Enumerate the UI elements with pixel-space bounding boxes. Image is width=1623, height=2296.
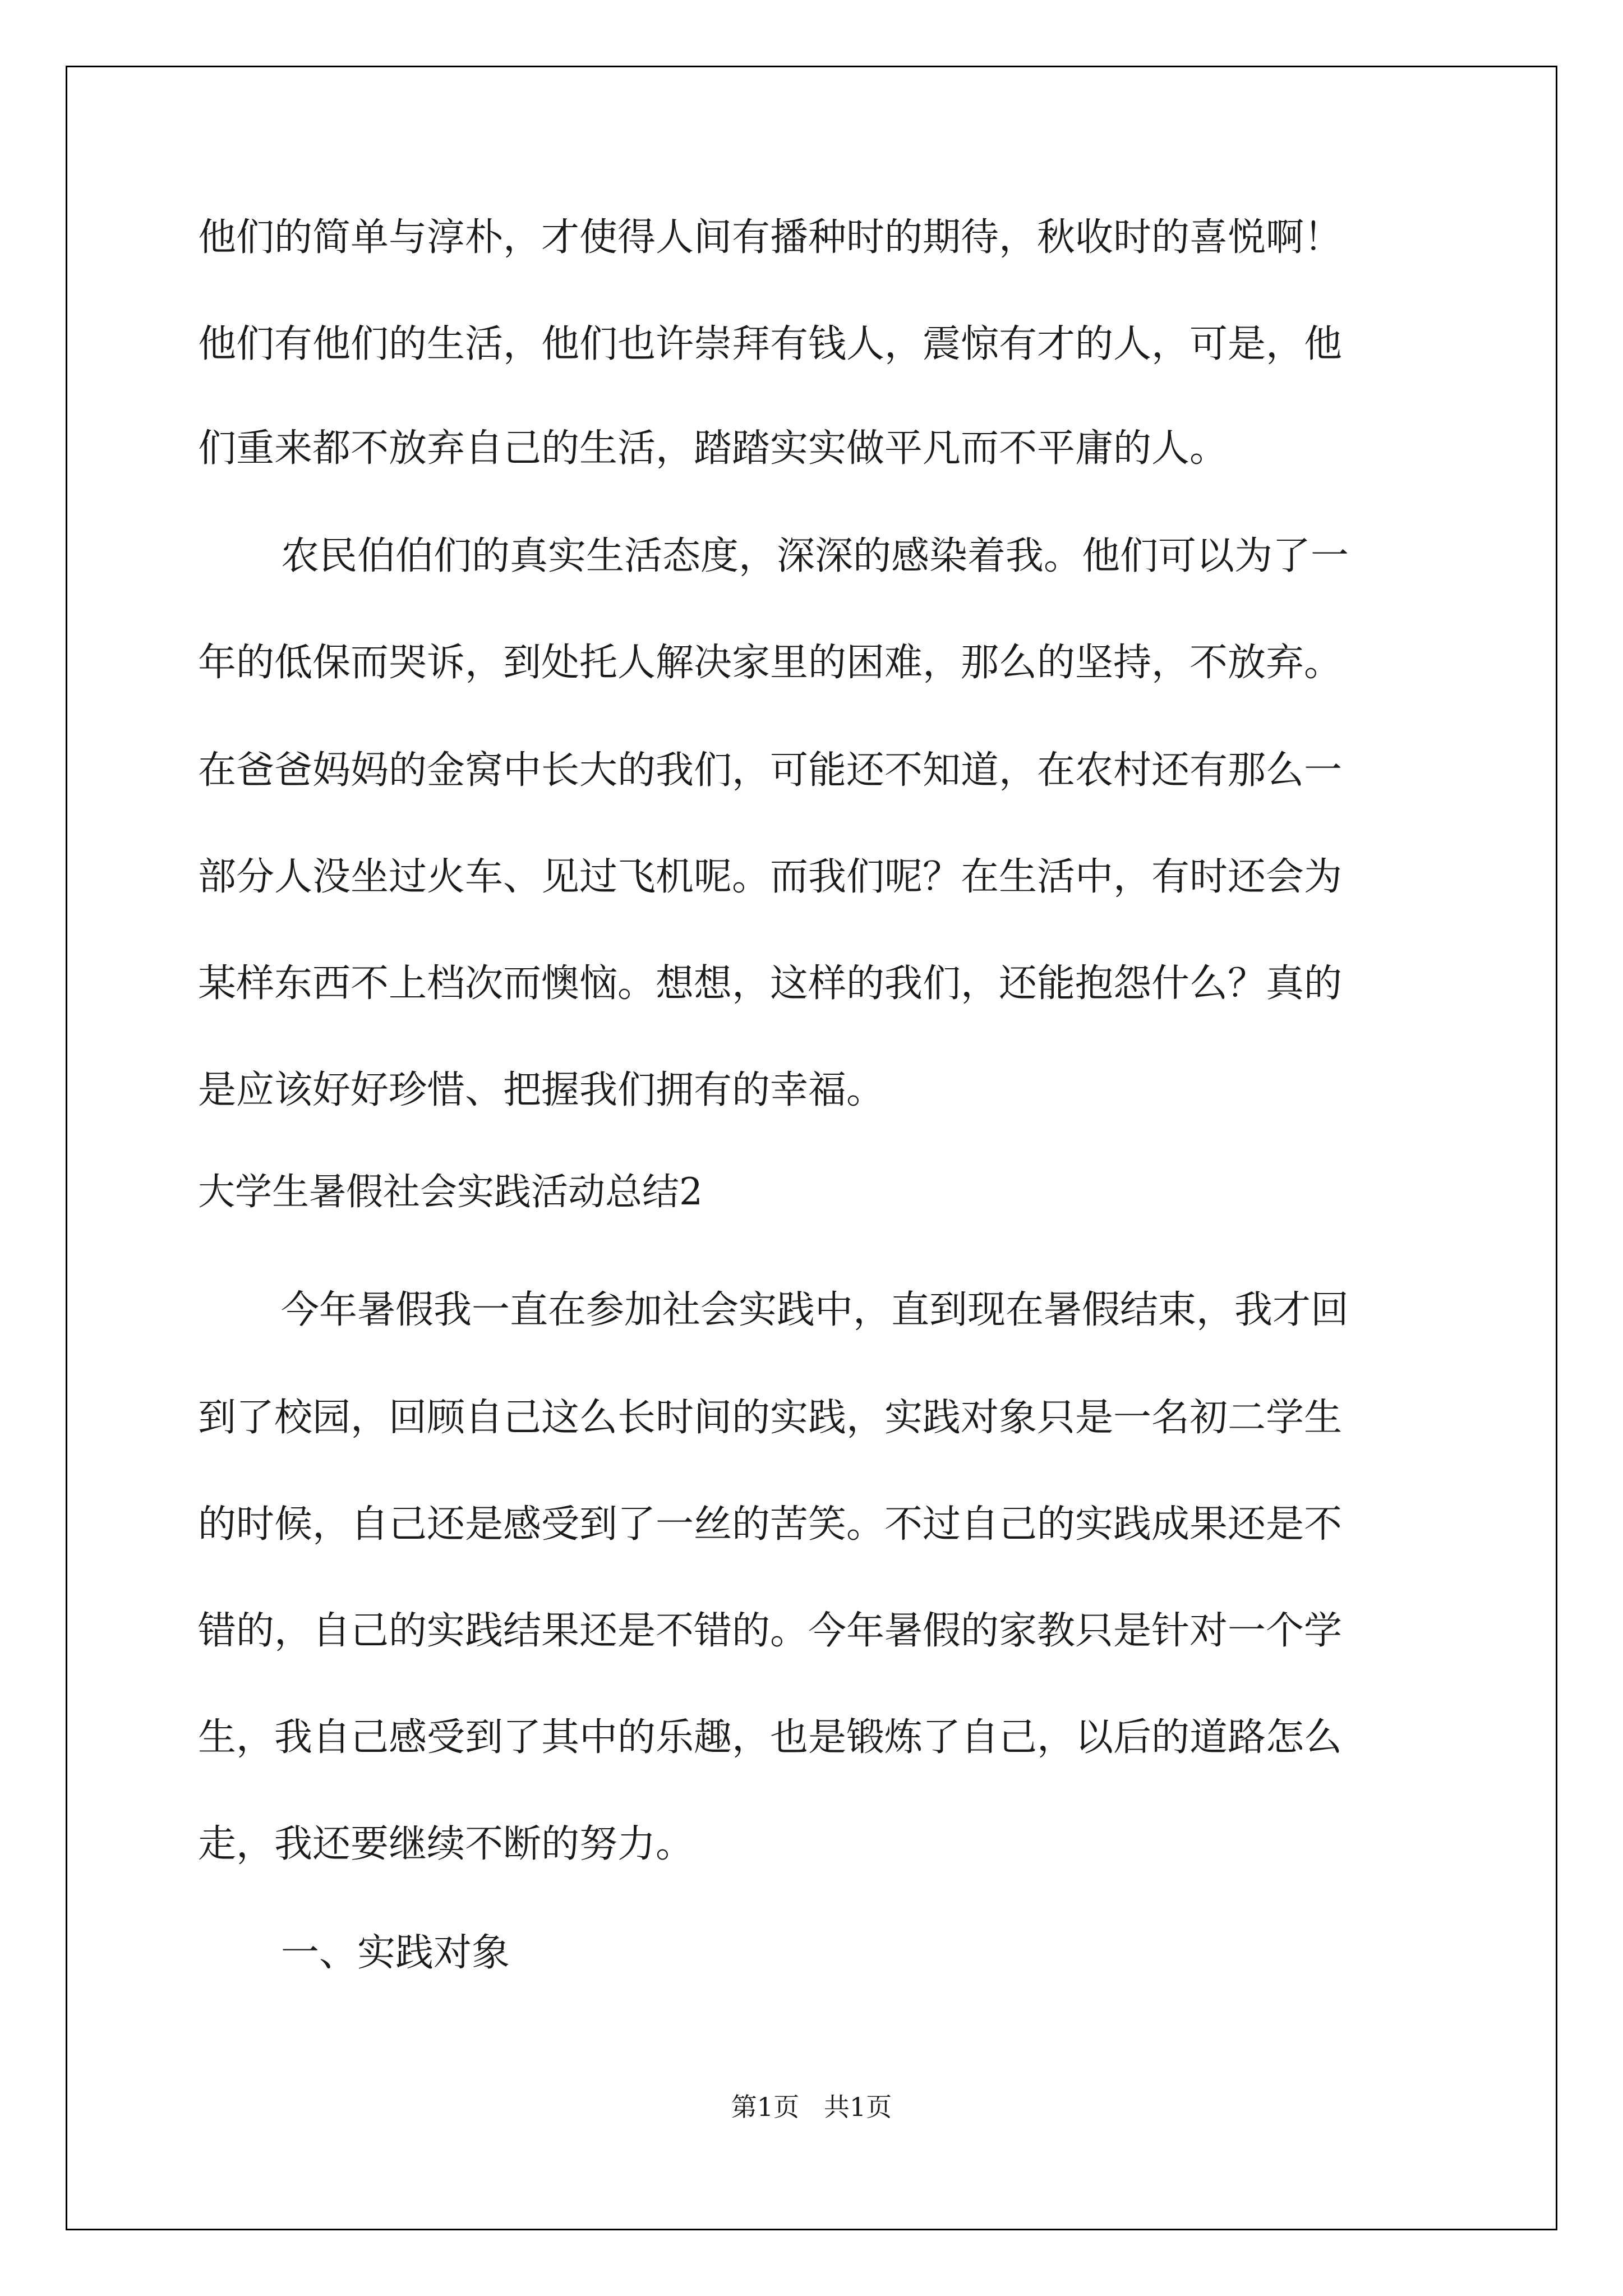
text-line-7: 部分人没坐过火车、见过飞机呢。而我们呢？在生活中，有时还会为 xyxy=(198,855,1343,899)
text-line-15: 生，我自己感受到了其中的乐趣，也是锻炼了自己，以后的道路怎么 xyxy=(198,1715,1343,1760)
text-line-5: 年的低保而哭诉，到处托人解决家里的困难，那么的坚持，不放弃。 xyxy=(198,641,1343,685)
page-border xyxy=(66,66,1557,2230)
page-number-footer: 第1页 共1页 xyxy=(731,2092,892,2122)
text-line-6: 在爸爸妈妈的金窝中长大的我们，可能还不知道，在农村还有那么一 xyxy=(198,748,1343,793)
text-line-2: 他们有他们的生活，他们也许崇拜有钱人，震惊有才的人，可是，他 xyxy=(198,322,1343,366)
text-line-12: 到了校园，回顾自己这么长时间的实践，实践对象只是一名初二学生 xyxy=(198,1396,1343,1440)
text-line-1: 他们的简单与淳朴，才使得人间有播种时的期待，秋收时的喜悦啊！ xyxy=(198,215,1343,260)
text-line-11: 今年暑假我一直在参加社会实践中，直到现在暑假结束，我才回 xyxy=(281,1288,1349,1332)
subheading-practice-object: 一、实践对象 xyxy=(281,1931,510,1975)
text-line-9: 是应该好好珍惜、把握我们拥有的幸福。 xyxy=(198,1068,885,1112)
text-line-3: 们重来都不放弃自己的生活，踏踏实实做平凡而不平庸的人。 xyxy=(198,426,1228,471)
text-line-16: 走，我还要继续不断的努力。 xyxy=(198,1822,694,1866)
text-line-8: 某样东西不上档次而懊恼。想想，这样的我们，还能抱怨什么？真的 xyxy=(198,961,1343,1006)
text-line-13: 的时候，自己还是感受到了一丝的苦笑。不过自己的实践成果还是不 xyxy=(198,1502,1343,1547)
text-line-14: 错的，自己的实践结果还是不错的。今年暑假的家教只是针对一个学 xyxy=(198,1609,1343,1653)
text-line-4: 农民伯伯们的真实生活态度，深深的感染着我。他们可以为了一 xyxy=(281,534,1349,578)
section-heading: 大学生暑假社会实践活动总结2 xyxy=(198,1170,703,1213)
